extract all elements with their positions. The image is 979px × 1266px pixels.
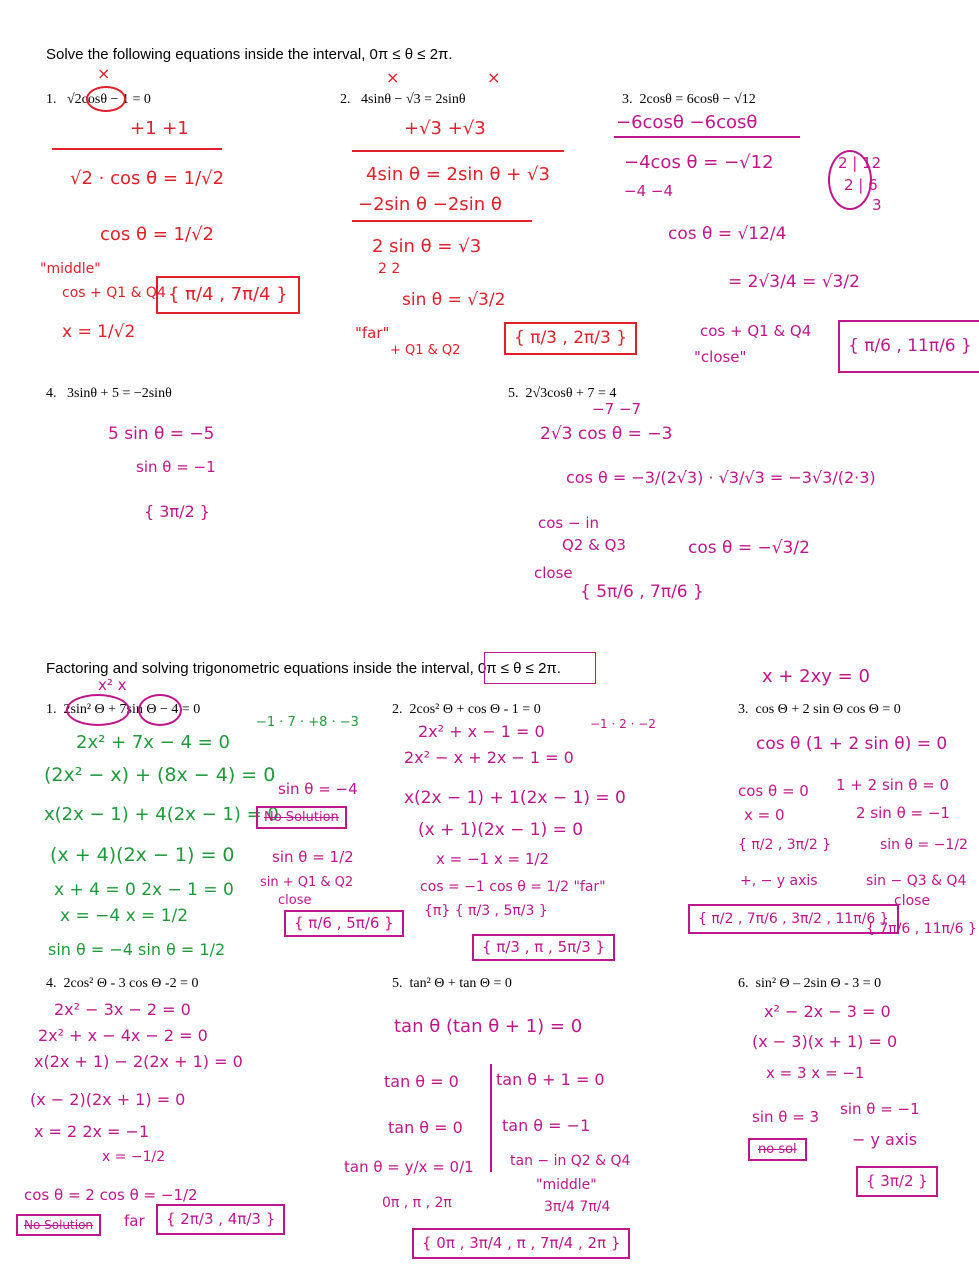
s1-problem-2 <box>340 92 466 108</box>
p3-line-1-denominator: −4 −4 <box>624 182 673 200</box>
p2-line-2: −2sin θ −2sin θ <box>358 194 502 215</box>
p1-quadrant-note: cos + Q1 & Q4 <box>62 285 166 301</box>
p5-line-2: cos θ = −3/(2√3) · √3/√3 = −3√3/(2·3) <box>566 468 876 487</box>
s2-problem-4-eq: 2cos² Θ - 3 cos Θ -2 = 0 <box>63 976 199 991</box>
p3-close-note: "close" <box>694 348 747 366</box>
p3-line-3: = 2√3/4 = √3/2 <box>728 272 860 292</box>
q1-answer-box: { π/6 , 5π/6 } <box>284 910 404 937</box>
p3-line-2: cos θ = √12/4 <box>668 224 787 244</box>
q2-line-7: {π} { π/3 , 5π/3 } <box>424 903 548 919</box>
s1-problem-4-eq: 3sinθ + 5 = −2sinθ <box>67 386 172 401</box>
s2-problem-5 <box>392 976 512 992</box>
q6-no-solution: no sol <box>748 1138 807 1161</box>
s1-problem-1-eq: √2cosθ − 1 = 0 <box>67 92 151 107</box>
q2-line-2: 2x² − x + 2x − 1 = 0 <box>404 748 574 767</box>
q4-no-solution: No Solution <box>16 1214 101 1236</box>
q1-side-3: sin + Q1 & Q2 <box>260 875 354 890</box>
s1-problem-2-label: 2. <box>340 92 351 107</box>
q5-b4: "middle" <box>536 1177 597 1193</box>
q3-top-note: x + 2xy = 0 <box>762 666 870 687</box>
q3-a1: cos θ = 0 <box>738 782 809 800</box>
q1-close-note: close <box>278 893 312 908</box>
q1-side-2: sin θ = 1/2 <box>272 848 354 866</box>
p1-cos-circle <box>86 86 126 112</box>
q3-b6: { 7π/6 , 11π/6 } <box>866 921 977 937</box>
p3-side-circle <box>828 150 872 210</box>
s1-problem-5-eq: 2√3cosθ + 7 = 4 <box>525 386 617 401</box>
s2-problem-1-label: 1. <box>46 702 57 717</box>
p1-middle-note: "middle" <box>40 261 101 277</box>
p5-line-1: 2√3 cos θ = −3 <box>540 424 673 444</box>
q2-line-4: (x + 1)(2x − 1) = 0 <box>418 820 584 840</box>
q4-line-2: 2x² + x − 4x − 2 = 0 <box>38 1026 208 1045</box>
q5-a4: 0π , π , 2π <box>382 1195 452 1211</box>
q6-line-2: (x − 3)(x + 1) = 0 <box>752 1032 898 1051</box>
p4-line-2: sin θ = −1 <box>136 458 216 476</box>
s1-problem-3-label: 3. <box>622 92 633 107</box>
section1-header: Solve the following equations inside the interval, 0π ≤ θ ≤ 2π. <box>46 46 453 63</box>
p4-line-1: 5 sin θ = −5 <box>108 424 215 444</box>
p2-cross-2: × <box>487 68 501 87</box>
q5-divider <box>490 1064 492 1172</box>
p2-plus: +√3 +√3 <box>404 118 486 139</box>
q1-line-2: (2x² − x) + (8x − 4) = 0 <box>44 764 276 786</box>
q5-b2: tan θ = −1 <box>502 1116 591 1135</box>
p3-line-0: −6cosθ −6cosθ <box>616 112 758 133</box>
q1-no-solution: No Solution <box>256 806 347 829</box>
q4-line-6: x = −1/2 <box>102 1149 166 1165</box>
q5-b3: tan − in Q2 & Q4 <box>510 1153 631 1169</box>
p1-line-2: cos θ = 1/√2 <box>100 224 214 245</box>
s1-problem-4 <box>46 386 172 402</box>
p2-quadrant-note: + Q1 & Q2 <box>390 343 461 358</box>
q5-a3: tan θ = y/x = 0/1 <box>344 1158 474 1176</box>
q1-line-1: 2x² + 7x − 4 = 0 <box>76 732 230 753</box>
s2-problem-5-label: 5. <box>392 976 403 991</box>
q1-side-1: sin θ = −4 <box>278 780 358 798</box>
q3-b1: 1 + 2 sin θ = 0 <box>836 776 950 794</box>
p5-line-0: −7 −7 <box>592 400 641 418</box>
p3-quadrant-note: cos + Q1 & Q4 <box>700 322 812 340</box>
q1-x-box: −1 · 7 · +8 · −3 <box>256 715 359 730</box>
s1-problem-5-label: 5. <box>508 386 519 401</box>
p5-answer: { 5π/6 , 7π/6 } <box>580 582 704 602</box>
q3-answer-box: { π/2 , 7π/6 , 3π/2 , 11π/6 } <box>688 904 899 934</box>
s2-problem-3-label: 3. <box>738 702 749 717</box>
s2-problem-5-eq: tan² Θ + tan Θ = 0 <box>409 976 512 991</box>
q3-a2: x = 0 <box>744 806 785 824</box>
q1-line-6: x = −4 x = 1/2 <box>60 906 189 926</box>
q5-answer-box: { 0π , 3π/4 , π , 7π/4 , 2π } <box>412 1228 630 1259</box>
s2-problem-2 <box>392 702 541 718</box>
p5-line-4: Q2 & Q3 <box>562 536 626 554</box>
q4-answer-box: { 2π/3 , 4π/3 } <box>156 1204 285 1235</box>
p2-line-1: 4sin θ = 2sin θ + √3 <box>366 164 550 185</box>
q1-sin-circle <box>138 694 182 726</box>
q3-a4: +, − y axis <box>740 873 818 889</box>
q6-b1: sin θ = −1 <box>840 1100 920 1118</box>
q2-answer-box: { π/3 , π , 5π/3 } <box>472 934 615 961</box>
q3-b3: sin θ = −1/2 <box>880 837 968 853</box>
p5-line-5: cos θ = −√3/2 <box>688 538 810 558</box>
q3-a3: { π/2 , 3π/2 } <box>738 837 832 853</box>
q5-b5: 3π/4 7π/4 <box>544 1199 611 1215</box>
s2-problem-3 <box>738 702 901 718</box>
s2-problem-2-eq: 2cos² Θ + cos Θ - 1 = 0 <box>409 702 541 717</box>
q5-line-1: tan θ (tan θ + 1) = 0 <box>394 1016 583 1037</box>
p2-cross-1: × <box>386 68 400 87</box>
s1-problem-2-eq: 4sinθ − √3 = 2sinθ <box>361 92 466 107</box>
q1-top-note: x² x <box>98 676 127 694</box>
s2-problem-6-eq: sin² Θ – 2sin Θ - 3 = 0 <box>755 976 882 991</box>
p3-answer-box: { π/6 , 11π/6 } <box>838 320 979 373</box>
q4-line-7: cos θ = 2 cos θ = −1/2 <box>24 1186 198 1204</box>
p1-cross: × <box>97 64 111 83</box>
p3-side-3: 3 <box>872 196 882 214</box>
s2-problem-4 <box>46 976 198 992</box>
p2-underline-2 <box>352 220 532 222</box>
q4-far-note: far <box>124 1212 145 1230</box>
q1-line-4: (x + 4)(2x − 1) = 0 <box>50 844 235 866</box>
q6-answer-box: { 3π/2 } <box>856 1166 938 1197</box>
q3-b5: close <box>894 893 931 909</box>
q6-line-3: x = 3 x = −1 <box>766 1064 865 1082</box>
p2-far-note: "far" <box>355 324 390 342</box>
p5-close-note: close <box>534 564 573 582</box>
p2-underline-1 <box>352 150 564 152</box>
q6-a1: sin θ = 3 <box>752 1108 820 1126</box>
q2-line-3: x(2x − 1) + 1(2x − 1) = 0 <box>404 788 626 808</box>
p2-answer-box: { π/3 , 2π/3 } <box>504 322 637 355</box>
p4-answer: { 3π/2 } <box>144 502 210 521</box>
p2-line-3: 2 sin θ = √3 <box>372 236 482 257</box>
q2-line-6: cos = −1 cos θ = 1/2 "far" <box>420 879 606 895</box>
q3-line-1: cos θ (1 + 2 sin θ) = 0 <box>756 734 948 754</box>
section2-header-text: Factoring and solving trigonometric equations inside the interval, 0π ≤ θ ≤ 2π. <box>46 660 561 677</box>
q3-b4: sin − Q3 & Q4 <box>866 873 967 889</box>
q2-line-5: x = −1 x = 1/2 <box>436 850 549 868</box>
p1-answer-box: { π/4 , 7π/4 } <box>156 276 300 314</box>
p5-line-3: cos − in <box>538 514 600 532</box>
q4-line-5: x = 2 2x = −1 <box>34 1122 150 1141</box>
p3-underline <box>614 136 800 138</box>
p3-side-1: 2 | 12 <box>838 154 882 172</box>
q5-a2: tan θ = 0 <box>388 1118 463 1137</box>
q1-line-3: x(2x − 1) + 4(2x − 1) = 0 <box>44 804 279 825</box>
p1-line-1: √2 · cos θ = 1/√2 <box>70 168 225 189</box>
q1-line-5: x + 4 = 0 2x − 1 = 0 <box>54 880 234 900</box>
s2-problem-6 <box>738 976 881 992</box>
s2-problem-3-eq: cos Θ + 2 sin Θ cos Θ = 0 <box>755 702 901 717</box>
s1-problem-4-label: 4. <box>46 386 57 401</box>
q4-line-3: x(2x + 1) − 2(2x + 1) = 0 <box>34 1052 243 1071</box>
q4-line-4: (x − 2)(2x + 1) = 0 <box>30 1090 186 1109</box>
s2-problem-2-label: 2. <box>392 702 403 717</box>
p2-line-4: sin θ = √3/2 <box>402 290 506 310</box>
section2-interval-box <box>484 652 596 684</box>
s1-problem-1-label: 1. <box>46 92 57 107</box>
q5-b1: tan θ + 1 = 0 <box>496 1070 605 1089</box>
q3-b2: 2 sin θ = −1 <box>856 804 950 822</box>
s1-problem-3 <box>622 92 756 108</box>
q2-x-box: −1 · 2 · −2 <box>590 717 656 731</box>
q2-line-1: 2x² + x − 1 = 0 <box>418 722 545 741</box>
s2-problem-1-eq: 2sin² Θ + 7sin Θ − 4 = 0 <box>63 702 201 717</box>
s2-problem-6-label: 6. <box>738 976 749 991</box>
q1-sin2-circle <box>66 694 130 726</box>
q1-line-7: sin θ = −4 sin θ = 1/2 <box>48 940 226 959</box>
q4-line-1: 2x² − 3x − 2 = 0 <box>54 1000 191 1019</box>
p1-underline <box>52 148 222 150</box>
q5-a1: tan θ = 0 <box>384 1072 459 1091</box>
p2-line-3-denominator: 2 2 <box>378 261 401 277</box>
s2-problem-4-label: 4. <box>46 976 57 991</box>
p3-line-1: −4cos θ = −√12 <box>624 152 774 173</box>
p1-plus: +1 +1 <box>130 118 189 139</box>
s1-problem-3-eq: 2cosθ = 6cosθ − √12 <box>639 92 756 107</box>
q6-b2: − y axis <box>852 1130 918 1149</box>
p3-side-2: 2 | 6 <box>844 176 878 194</box>
q6-line-1: x² − 2x − 3 = 0 <box>764 1002 891 1021</box>
p1-x-eq: x = 1/√2 <box>62 322 136 342</box>
